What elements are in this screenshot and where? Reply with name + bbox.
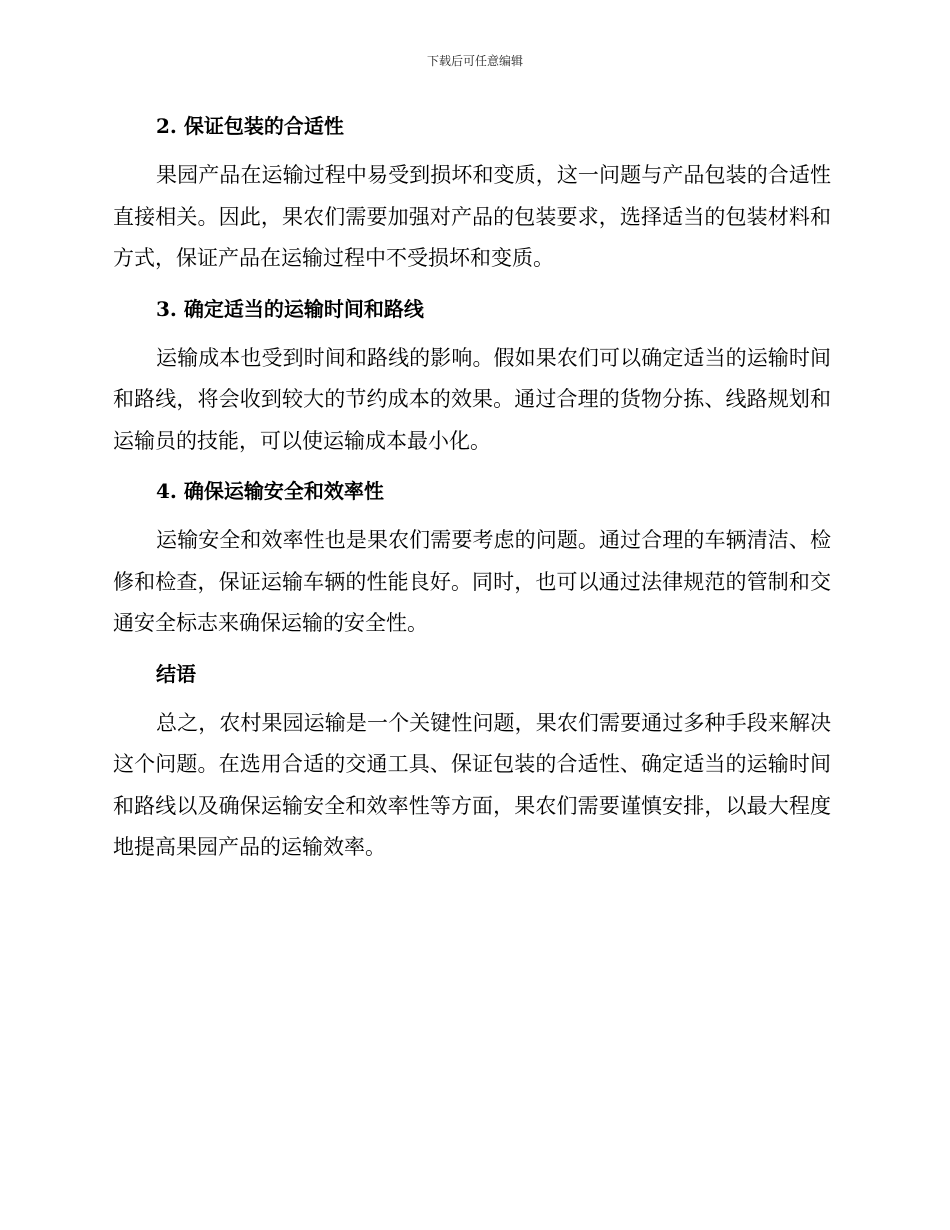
section-heading-time-route: 3. 确定适当的运输时间和路线 <box>156 296 424 321</box>
section-paragraph-safety-efficiency: 运输安全和效率性也是果农们需要考虑的问题。通过合理的车辆清洁、检修和检查，保证运输车辆的性能良好。同时，也可以通过法律规范的管制和交通安全标志来确保运输的安全性。 <box>113 528 831 635</box>
header-note: 下载后可任意编辑 <box>426 54 523 68</box>
document-body <box>113 110 831 869</box>
section-paragraph-conclusion: 总之，农村果园运输是一个关键性问题，果农们需要通过多种手段来解决这个问题。在选用合适的交通工具、保证包装的合适性、确定适当的运输时间和路线以及确保运输安全和效率性等方面，果农们需要谨慎安排，以最大程度地提高果园产品的运输效率。 <box>113 710 831 859</box>
section-heading-conclusion: 结语 <box>156 661 196 686</box>
section-paragraph-time-route: 运输成本也受到时间和路线的影响。假如果农们可以确定适当的运输时间和路线，将会收到较大的节约成本的效果。通过合理的货物分拣、线路规划和运输员的技能，可以使运输成本最小化。 <box>113 345 831 453</box>
section-heading-packaging: 2. 保证包装的合适性 <box>156 114 344 138</box>
section-heading-safety-efficiency: 4. 确保运输安全和效率性 <box>156 479 384 503</box>
section-paragraph-packaging: 果园产品在运输过程中易受到损坏和变质，这一问题与产品包装的合适性直接相关。因此，果农们需要加强对产品的包装要求，选择适当的包装材料和方式，保证产品在运输过程中不受损坏和变质。 <box>113 163 831 270</box>
